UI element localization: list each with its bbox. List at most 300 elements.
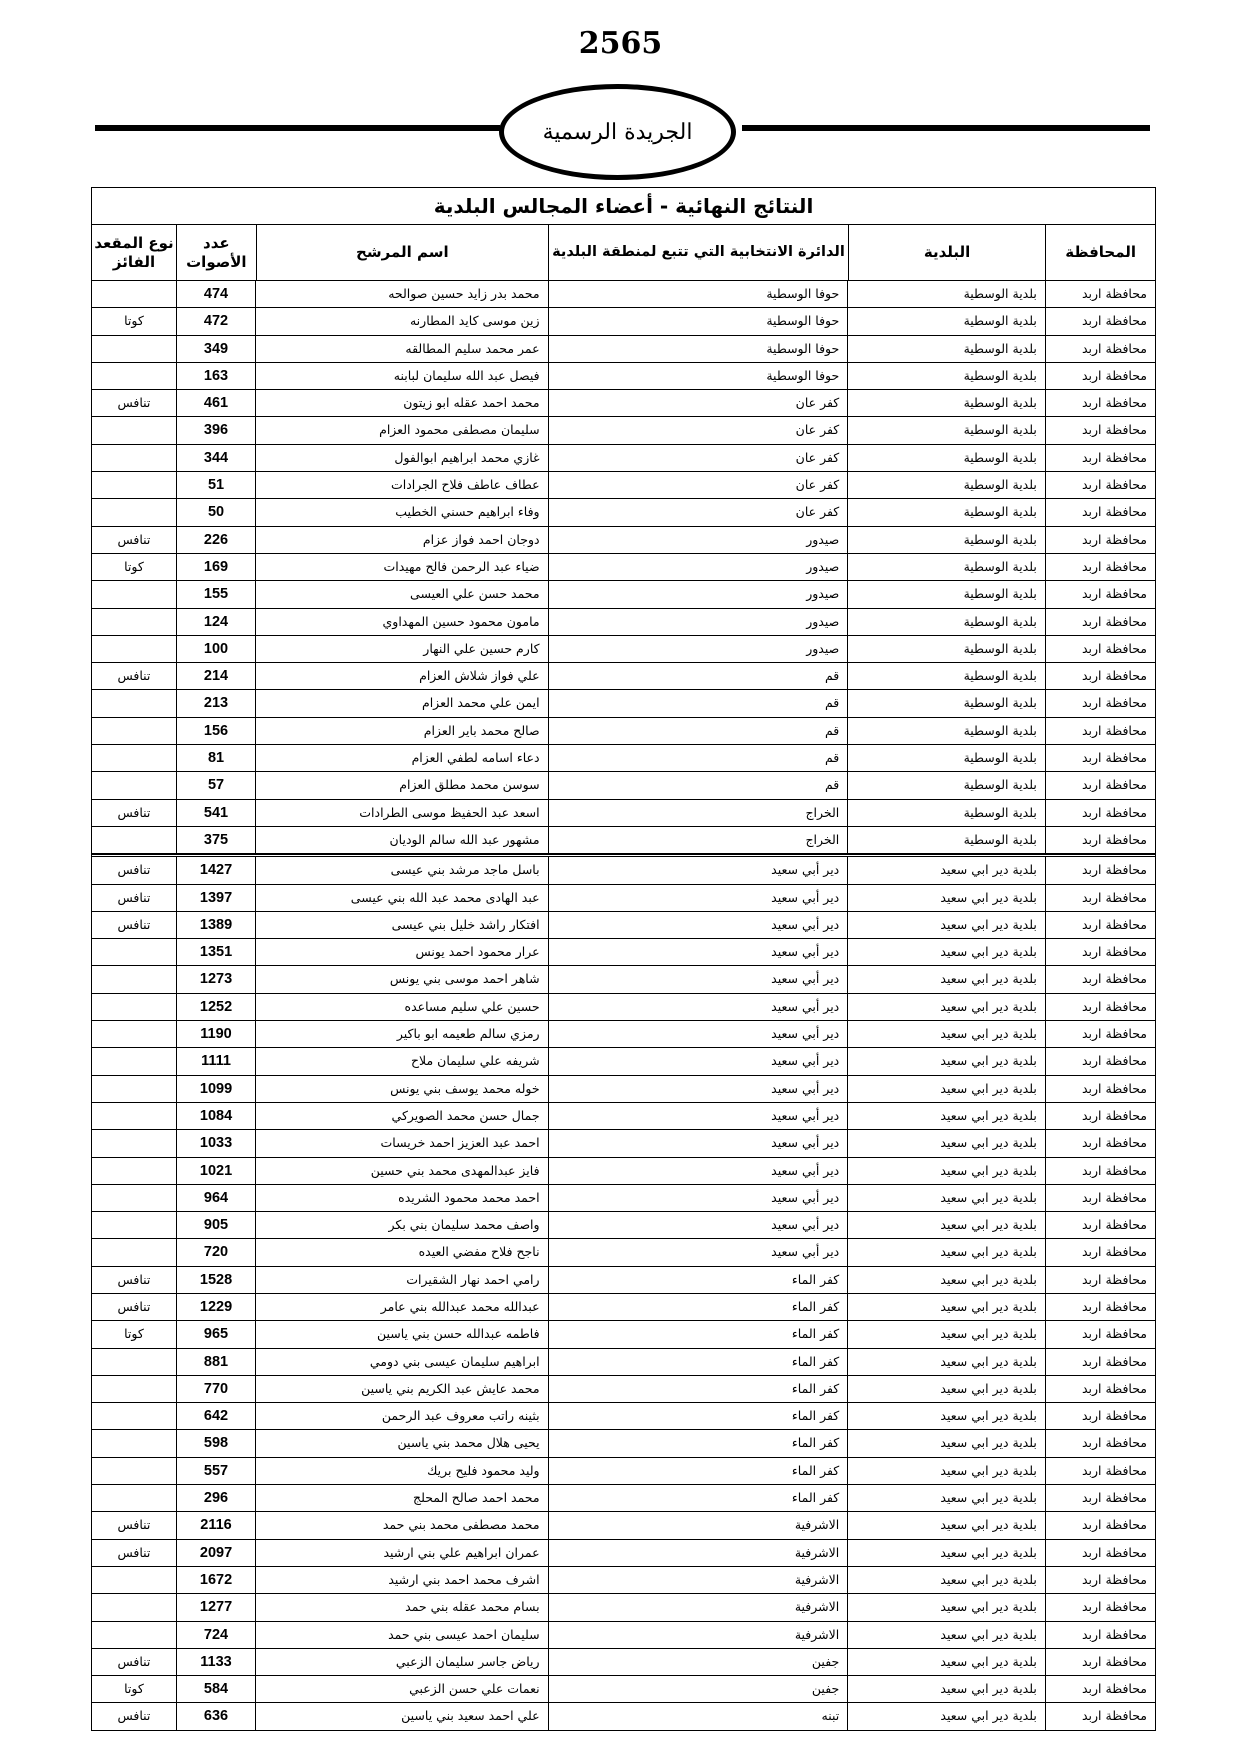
cell-seat-type: تنافس [117, 1708, 151, 1724]
cell-seat-type: تنافس [117, 1653, 151, 1669]
cell-municipality: بلدية الوسطية [847, 718, 1045, 744]
cell-municipality: بلدية دير ابي سعيد [847, 966, 1045, 992]
cell-candidate: محمد عايش عبد الكريم بني ياسين [255, 1376, 547, 1402]
cell-district: صيدور [548, 581, 848, 607]
cell-municipality: بلدية دير ابي سعيد [847, 1239, 1045, 1265]
header-votes: عدد الأصوات [176, 225, 256, 280]
cell-municipality: بلدية الوسطية [847, 417, 1045, 443]
cell-municipality: بلدية دير ابي سعيد [847, 1130, 1045, 1156]
cell-votes: 1084 [176, 1103, 255, 1129]
cell-governorate: محافظة اربد [1045, 772, 1155, 798]
table-row [92, 1294, 1155, 1321]
cell-municipality: بلدية دير ابي سعيد [847, 1403, 1045, 1429]
cell-votes: 169 [176, 554, 255, 580]
cell-governorate: محافظة اربد [1045, 1267, 1155, 1293]
cell-district: صيدور [548, 554, 848, 580]
cell-candidate: مامون محمود حسين المهداوي [255, 609, 547, 635]
cell-municipality: بلدية الوسطية [847, 636, 1045, 662]
cell-votes: 474 [176, 281, 255, 307]
table-row [92, 1594, 1155, 1621]
cell-seat-type [92, 1076, 176, 1102]
cell-governorate: محافظة اربد [1045, 1021, 1155, 1047]
header-seat-type: نوع المقعد الفائز [94, 233, 174, 271]
table-row [92, 800, 1155, 827]
cell-district: الاشرفية [548, 1594, 848, 1620]
cell-votes: 296 [176, 1485, 255, 1511]
cell-candidate: فاطمه عبدالله حسن بني ياسين [255, 1321, 547, 1347]
cell-votes: 1190 [176, 1021, 255, 1047]
cell-governorate: محافظة اربد [1045, 1403, 1155, 1429]
cell-votes: 965 [176, 1321, 255, 1347]
cell-votes: 1528 [176, 1267, 255, 1293]
cell-votes: 724 [176, 1622, 255, 1648]
cell-seat-type: تنافس [117, 395, 151, 411]
cell-seat-type: تنافس [117, 668, 151, 684]
table-row [92, 1158, 1155, 1185]
cell-seat-type [92, 1485, 176, 1511]
cell-governorate: محافظة اربد [1045, 554, 1155, 580]
cell-candidate: عبد الهادى محمد عبد الله بني عيسى [255, 885, 547, 911]
cell-votes: 598 [176, 1430, 255, 1456]
table-row [92, 390, 1155, 417]
cell-district: كفر الماء [548, 1267, 848, 1293]
cell-municipality: بلدية دير ابي سعيد [847, 1649, 1045, 1675]
cell-seat-type [92, 609, 176, 635]
cell-governorate: محافظة اربد [1045, 1321, 1155, 1347]
cell-governorate: محافظة اربد [1045, 1622, 1155, 1648]
table-row [92, 1130, 1155, 1157]
cell-governorate: محافظة اربد [1045, 663, 1155, 689]
cell-seat-type: تنافس [117, 916, 151, 932]
table-row [92, 472, 1155, 499]
cell-governorate: محافظة اربد [1045, 1048, 1155, 1074]
cell-municipality: بلدية دير ابي سعيد [847, 912, 1045, 938]
cell-municipality: بلدية دير ابي سعيد [847, 1430, 1045, 1456]
cell-votes: 720 [176, 1239, 255, 1265]
cell-governorate: محافظة اربد [1045, 417, 1155, 443]
header-governorate: المحافظة [1045, 225, 1155, 280]
cell-seat-type [92, 472, 176, 498]
cell-candidate: علي احمد سعيد بني ياسين [255, 1703, 547, 1729]
cell-district: كفر عان [548, 390, 848, 416]
cell-district: حوفا الوسطية [548, 308, 848, 334]
cell-district: الخراج [548, 827, 848, 853]
cell-municipality: بلدية الوسطية [847, 827, 1045, 853]
cell-candidate: مشهور عبد الله سالم الوديان [255, 827, 547, 853]
cell-district: كفر عان [548, 445, 848, 471]
cell-candidate: عمران ابراهيم علي بني ارشيد [255, 1540, 547, 1566]
cell-candidate: رمزي سالم طعيمه ابو باكير [255, 1021, 547, 1047]
cell-district: دير أبي سعيد [548, 1158, 848, 1184]
cell-governorate: محافظة اربد [1045, 1212, 1155, 1238]
cell-district: جفين [548, 1676, 848, 1702]
table-row [92, 1376, 1155, 1403]
cell-seat-type [92, 336, 176, 362]
header-rule-right [742, 125, 1150, 131]
table-row [92, 1485, 1155, 1512]
cell-candidate: سليمان احمد عيسى بني حمد [255, 1622, 547, 1648]
cell-votes: 1389 [176, 912, 255, 938]
cell-municipality: بلدية الوسطية [847, 527, 1045, 553]
cell-seat-type: تنافس [117, 862, 151, 878]
cell-municipality: بلدية دير ابي سعيد [847, 1485, 1045, 1511]
cell-candidate: فيصل عبد الله سليمان لبابنه [255, 363, 547, 389]
cell-district: دير أبي سعيد [548, 1212, 848, 1238]
cell-governorate: محافظة اربد [1045, 445, 1155, 471]
cell-governorate: محافظة اربد [1045, 1649, 1155, 1675]
cell-municipality: بلدية دير ابي سعيد [847, 1540, 1045, 1566]
cell-seat-type [92, 499, 176, 525]
cell-municipality: بلدية الوسطية [847, 336, 1045, 362]
cell-district: دير أبي سعيد [548, 1048, 848, 1074]
results-table [91, 187, 1156, 1731]
table-title: النتائج النهائية - أعضاء المجالس البلدية [92, 188, 1155, 225]
cell-candidate: زين موسى كايد المطارنه [255, 308, 547, 334]
cell-seat-type [92, 636, 176, 662]
cell-seat-type [92, 690, 176, 716]
cell-candidate: احمد محمد محمود الشريده [255, 1185, 547, 1211]
cell-candidate: صالح محمد باير العزام [255, 718, 547, 744]
cell-municipality: بلدية الوسطية [847, 745, 1045, 771]
cell-district: دير أبي سعيد [548, 939, 848, 965]
cell-candidate: ناجح فلاح مفضي العيده [255, 1239, 547, 1265]
cell-municipality: بلدية الوسطية [847, 690, 1045, 716]
cell-governorate: محافظة اربد [1045, 1103, 1155, 1129]
cell-votes: 1133 [176, 1649, 255, 1675]
cell-seat-type: كوتا [124, 1681, 144, 1697]
cell-governorate: محافظة اربد [1045, 499, 1155, 525]
cell-candidate: ايمن علي محمد العزام [255, 690, 547, 716]
cell-district: قم [548, 772, 848, 798]
table-row [92, 499, 1155, 526]
cell-seat-type [92, 1458, 176, 1484]
table-row [92, 1267, 1155, 1294]
cell-municipality: بلدية دير ابي سعيد [847, 1021, 1045, 1047]
cell-municipality: بلدية الوسطية [847, 800, 1045, 826]
cell-candidate: اشرف محمد احمد بني ارشيد [255, 1567, 547, 1593]
cell-votes: 1427 [176, 857, 255, 883]
cell-votes: 344 [176, 445, 255, 471]
cell-seat-type [92, 745, 176, 771]
table-row [92, 1076, 1155, 1103]
table-row [92, 663, 1155, 690]
table-row [92, 994, 1155, 1021]
cell-candidate: يحيى هلال محمد بني ياسين [255, 1430, 547, 1456]
cell-governorate: محافظة اربد [1045, 966, 1155, 992]
cell-governorate: محافظة اربد [1045, 857, 1155, 883]
cell-district: كفر عان [548, 499, 848, 525]
cell-district: دير أبي سعيد [548, 1185, 848, 1211]
cell-municipality: بلدية دير ابي سعيد [847, 1076, 1045, 1102]
cell-seat-type: تنافس [117, 889, 151, 905]
table-row [92, 1239, 1155, 1266]
cell-candidate: محمد مصطفى محمد بني حمد [255, 1512, 547, 1538]
cell-municipality: بلدية دير ابي سعيد [847, 1294, 1045, 1320]
table-row [92, 1676, 1155, 1703]
cell-district: كفر عان [548, 472, 848, 498]
cell-governorate: محافظة اربد [1045, 308, 1155, 334]
cell-governorate: محافظة اربد [1045, 281, 1155, 307]
cell-district: كفر الماء [548, 1430, 848, 1456]
table-row [92, 1703, 1155, 1729]
cell-seat-type [92, 1430, 176, 1456]
table-row [92, 554, 1155, 581]
cell-votes: 881 [176, 1349, 255, 1375]
cell-governorate: محافظة اربد [1045, 1458, 1155, 1484]
cell-governorate: محافظة اربد [1045, 1430, 1155, 1456]
cell-governorate: محافظة اربد [1045, 527, 1155, 553]
cell-municipality: بلدية دير ابي سعيد [847, 1512, 1045, 1538]
cell-candidate: دعاء اسامه لطفي العزام [255, 745, 547, 771]
cell-candidate: بثينه راتب معروف عبد الرحمن [255, 1403, 547, 1429]
cell-candidate: نعمات علي حسن الزعبي [255, 1676, 547, 1702]
cell-seat-type: تنافس [117, 1544, 151, 1560]
cell-seat-type: تنافس [117, 1271, 151, 1287]
cell-seat-type [92, 1212, 176, 1238]
cell-votes: 100 [176, 636, 255, 662]
cell-seat-type: كوتا [124, 558, 144, 574]
cell-governorate: محافظة اربد [1045, 912, 1155, 938]
table-body [92, 281, 1155, 1730]
cell-municipality: بلدية دير ابي سعيد [847, 1048, 1045, 1074]
cell-governorate: محافظة اربد [1045, 1076, 1155, 1102]
cell-governorate: محافظة اربد [1045, 1158, 1155, 1184]
cell-candidate: شريفه علي سليمان ملاح [255, 1048, 547, 1074]
cell-seat-type [92, 1239, 176, 1265]
header-rule-left [95, 125, 500, 131]
cell-candidate: بسام محمد عقله بني حمد [255, 1594, 547, 1620]
cell-seat-type [92, 1021, 176, 1047]
cell-municipality: بلدية الوسطية [847, 363, 1045, 389]
cell-seat-type [92, 581, 176, 607]
cell-candidate: غازي محمد ابراهيم ابوالفول [255, 445, 547, 471]
cell-municipality: بلدية دير ابي سعيد [847, 994, 1045, 1020]
cell-votes: 1397 [176, 885, 255, 911]
cell-municipality: بلدية دير ابي سعيد [847, 1703, 1045, 1729]
page-number: 2565 [578, 26, 663, 61]
cell-governorate: محافظة اربد [1045, 1376, 1155, 1402]
table-row [92, 609, 1155, 636]
cell-seat-type: تنافس [117, 804, 151, 820]
table-row [92, 885, 1155, 912]
cell-district: حوفا الوسطية [548, 336, 848, 362]
cell-governorate: محافظة اربد [1045, 1239, 1155, 1265]
cell-municipality: بلدية دير ابي سعيد [847, 1185, 1045, 1211]
cell-governorate: محافظة اربد [1045, 1512, 1155, 1538]
cell-candidate: ضياء عبد الرحمن فالح مهيدات [255, 554, 547, 580]
cell-votes: 375 [176, 827, 255, 853]
table-row [92, 1567, 1155, 1594]
header-candidate: اسم المرشح [256, 225, 548, 280]
cell-candidate: اسعد عبد الحفيظ موسى الطرادات [255, 800, 547, 826]
cell-district: كفر الماء [548, 1485, 848, 1511]
table-row [92, 336, 1155, 363]
cell-votes: 541 [176, 800, 255, 826]
cell-candidate: سوسن محمد مطلق العزام [255, 772, 547, 798]
cell-seat-type [92, 1567, 176, 1593]
cell-municipality: بلدية دير ابي سعيد [847, 1212, 1045, 1238]
cell-candidate: رياض جاسر سليمان الزعبي [255, 1649, 547, 1675]
cell-governorate: محافظة اربد [1045, 1567, 1155, 1593]
cell-municipality: بلدية دير ابي سعيد [847, 1567, 1045, 1593]
cell-candidate: احمد عبد العزيز احمد خريسات [255, 1130, 547, 1156]
cell-municipality: بلدية دير ابي سعيد [847, 1622, 1045, 1648]
table-row [92, 1512, 1155, 1539]
cell-votes: 51 [176, 472, 255, 498]
cell-district: دير أبي سعيد [548, 1076, 848, 1102]
cell-municipality: بلدية الوسطية [847, 581, 1045, 607]
cell-governorate: محافظة اربد [1045, 690, 1155, 716]
cell-district: كفر الماء [548, 1294, 848, 1320]
table-row [92, 1403, 1155, 1430]
table-row [92, 912, 1155, 939]
cell-district: صيدور [548, 636, 848, 662]
cell-seat-type: كوتا [124, 1326, 144, 1342]
cell-votes: 81 [176, 745, 255, 771]
table-row [92, 1021, 1155, 1048]
cell-votes: 2116 [176, 1512, 255, 1538]
cell-votes: 2097 [176, 1540, 255, 1566]
cell-governorate: محافظة اربد [1045, 1703, 1155, 1729]
table-row [92, 445, 1155, 472]
cell-district: دير أبي سعيد [548, 912, 848, 938]
cell-governorate: محافظة اربد [1045, 1485, 1155, 1511]
cell-district: صيدور [548, 609, 848, 635]
header-municipality: البلدية [848, 225, 1045, 280]
cell-seat-type [92, 939, 176, 965]
table-row [92, 745, 1155, 772]
table-row [92, 827, 1155, 854]
cell-municipality: بلدية دير ابي سعيد [847, 1267, 1045, 1293]
cell-district: حوفا الوسطية [548, 363, 848, 389]
cell-votes: 163 [176, 363, 255, 389]
cell-district: كفر عان [548, 417, 848, 443]
table-row [92, 939, 1155, 966]
cell-votes: 964 [176, 1185, 255, 1211]
cell-seat-type [92, 772, 176, 798]
table-row [92, 363, 1155, 390]
table-row [92, 1349, 1155, 1376]
cell-candidate: خوله محمد يوسف بني يونس [255, 1076, 547, 1102]
table-row [92, 966, 1155, 993]
cell-seat-type [92, 966, 176, 992]
table-row [92, 1185, 1155, 1212]
cell-district: الاشرفية [548, 1622, 848, 1648]
table-row [92, 417, 1155, 444]
cell-votes: 1099 [176, 1076, 255, 1102]
cell-municipality: بلدية دير ابي سعيد [847, 1458, 1045, 1484]
cell-candidate: حسين علي سليم مساعده [255, 994, 547, 1020]
cell-municipality: بلدية دير ابي سعيد [847, 857, 1045, 883]
cell-governorate: محافظة اربد [1045, 390, 1155, 416]
cell-candidate: فايز عبدالمهدى محمد بني حسين [255, 1158, 547, 1184]
cell-governorate: محافظة اربد [1045, 1294, 1155, 1320]
cell-votes: 1033 [176, 1130, 255, 1156]
cell-candidate: كارم حسين علي النهار [255, 636, 547, 662]
table-row [92, 1212, 1155, 1239]
table-row [92, 718, 1155, 745]
cell-municipality: بلدية الوسطية [847, 472, 1045, 498]
cell-votes: 770 [176, 1376, 255, 1402]
cell-district: كفر الماء [548, 1403, 848, 1429]
cell-seat-type [92, 1622, 176, 1648]
cell-governorate: محافظة اربد [1045, 581, 1155, 607]
cell-votes: 461 [176, 390, 255, 416]
cell-votes: 50 [176, 499, 255, 525]
table-row [92, 1321, 1155, 1348]
table-row [92, 1540, 1155, 1567]
cell-governorate: محافظة اربد [1045, 800, 1155, 826]
cell-seat-type [92, 1130, 176, 1156]
cell-votes: 57 [176, 772, 255, 798]
table-row [92, 1103, 1155, 1130]
cell-municipality: بلدية الوسطية [847, 663, 1045, 689]
cell-district: قم [548, 663, 848, 689]
table-row [92, 308, 1155, 335]
cell-candidate: عمر محمد سليم المطالقه [255, 336, 547, 362]
cell-municipality: بلدية الوسطية [847, 445, 1045, 471]
cell-municipality: بلدية الوسطية [847, 554, 1045, 580]
table-row [92, 772, 1155, 799]
cell-seat-type [92, 1376, 176, 1402]
cell-municipality: بلدية الوسطية [847, 609, 1045, 635]
table-row [92, 1649, 1155, 1676]
cell-votes: 636 [176, 1703, 255, 1729]
cell-seat-type [92, 281, 176, 307]
cell-votes: 349 [176, 336, 255, 362]
cell-district: دير أبي سعيد [548, 857, 848, 883]
cell-municipality: بلدية الوسطية [847, 390, 1045, 416]
cell-district: دير أبي سعيد [548, 1103, 848, 1129]
cell-votes: 155 [176, 581, 255, 607]
cell-governorate: محافظة اربد [1045, 718, 1155, 744]
cell-governorate: محافظة اربد [1045, 1540, 1155, 1566]
cell-seat-type [92, 1403, 176, 1429]
cell-district: حوفا الوسطية [548, 281, 848, 307]
cell-governorate: محافظة اربد [1045, 472, 1155, 498]
cell-seat-type [92, 994, 176, 1020]
cell-municipality: بلدية دير ابي سعيد [847, 1321, 1045, 1347]
cell-district: الاشرفية [548, 1567, 848, 1593]
cell-district: صيدور [548, 527, 848, 553]
cell-municipality: بلدية دير ابي سعيد [847, 885, 1045, 911]
cell-votes: 1111 [176, 1048, 255, 1074]
cell-seat-type [92, 718, 176, 744]
cell-candidate: دوجان احمد فواز عزام [255, 527, 547, 553]
cell-municipality: بلدية الوسطية [847, 308, 1045, 334]
cell-candidate: محمد بدر زايد حسين صوالحه [255, 281, 547, 307]
cell-votes: 156 [176, 718, 255, 744]
cell-district: دير أبي سعيد [548, 885, 848, 911]
cell-district: كفر الماء [548, 1458, 848, 1484]
cell-district: قم [548, 745, 848, 771]
cell-candidate: رامي احمد نهار الشقيرات [255, 1267, 547, 1293]
table-row [92, 690, 1155, 717]
cell-candidate: سليمان مصطفى محمود العزام [255, 417, 547, 443]
cell-votes: 642 [176, 1403, 255, 1429]
cell-district: كفر الماء [548, 1376, 848, 1402]
cell-votes: 1252 [176, 994, 255, 1020]
cell-candidate: جمال حسن محمد الصويركي [255, 1103, 547, 1129]
masthead-title: الجريدة الرسمية [542, 119, 693, 145]
cell-candidate: عبدالله محمد عبدالله بني عامر [255, 1294, 547, 1320]
cell-candidate: وفاء ابراهيم حسني الخطيب [255, 499, 547, 525]
cell-votes: 213 [176, 690, 255, 716]
cell-candidate: شاهر احمد موسى بني يونس [255, 966, 547, 992]
cell-governorate: محافظة اربد [1045, 885, 1155, 911]
cell-candidate: وليد محمود فليح بريك [255, 1458, 547, 1484]
cell-municipality: بلدية دير ابي سعيد [847, 1158, 1045, 1184]
